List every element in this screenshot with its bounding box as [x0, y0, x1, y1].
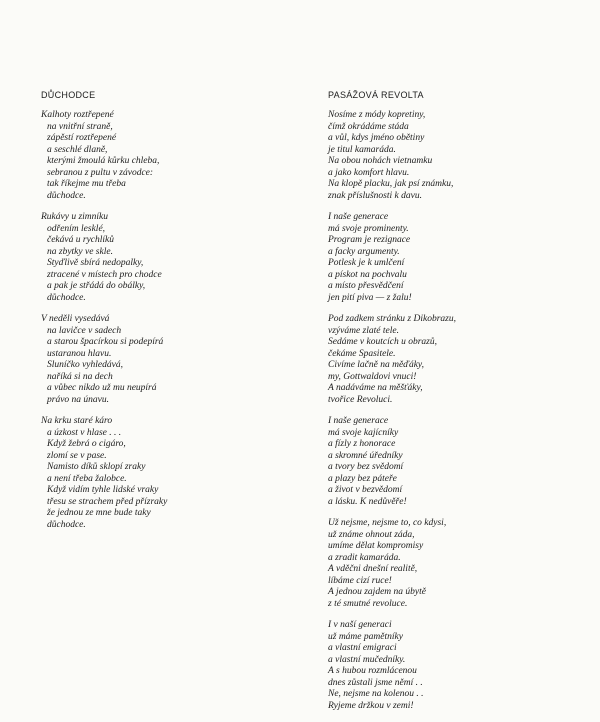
- poem-line: A s hubou rozmlácenou: [328, 666, 417, 676]
- poem-line: a jako komfort hlavu.: [328, 167, 410, 178]
- poem-line: Rukávy u zimníku: [41, 212, 109, 222]
- poem-line: tak říkejme mu třeba: [47, 179, 126, 189]
- poem-line: a fízly z honorace: [328, 439, 396, 449]
- poem-line: Potlesk je k umlčení: [328, 258, 405, 268]
- poem-line: a facky argumenty.: [328, 246, 400, 257]
- poem-line: důchodce.: [47, 190, 86, 201]
- poem-line: I v naší generaci: [328, 620, 392, 630]
- poem-line: Už nejsme, nejsme to, co kdysi,: [328, 518, 447, 528]
- poem-line: na zbytky ve skle.: [47, 246, 113, 257]
- poem-line: a úzkost v hlase . . .: [47, 427, 122, 438]
- poem-line: Sluníčko vyhledává,: [47, 360, 123, 370]
- poem-line: a pískot na pochvalu: [328, 269, 407, 280]
- poem-line: a seschlé dlaně,: [47, 144, 108, 155]
- poem-line: třesu se strachem před přízraky: [47, 496, 168, 507]
- poem-line: a zradit kamaráda.: [328, 552, 401, 563]
- poem-line: má svoje kajícníky: [328, 427, 399, 438]
- stanza: [41, 416, 291, 531]
- poem-line: ustaranou hlavu.: [47, 348, 112, 359]
- poem-line: Program je rezignace: [328, 235, 411, 245]
- poem-line: a život v bezvědomí: [328, 485, 403, 495]
- poem-line: Ryjeme držkou v zemi!: [328, 700, 414, 711]
- poem-line: a místo přesvědčení: [328, 281, 404, 291]
- poem-line: kterými žmoulá kůrku chleba,: [47, 156, 160, 166]
- poem-line: už známe ohnout záda,: [328, 529, 415, 540]
- stanza: [328, 314, 590, 406]
- stanza: [328, 110, 590, 202]
- poem-pasazova-revolta: [328, 90, 590, 722]
- poem-line: že jednou ze mne bude taky: [47, 508, 151, 518]
- poem-line: Na klopě placku, jak psí známku,: [328, 179, 454, 189]
- stanza: [328, 416, 590, 508]
- poem-title: DŮCHODCE: [41, 90, 96, 100]
- poem-line: a plazy bez páteře: [328, 473, 397, 484]
- poem-line: vzýváme zlaté tele.: [328, 325, 399, 336]
- poem-line: I naše generace: [328, 212, 389, 222]
- poem-line: odřením lesklé,: [47, 223, 106, 234]
- stanza: [41, 212, 291, 304]
- poem-line: zápěstí roztřepené: [47, 133, 117, 143]
- poem-line: Styďlivě sbírá nedopalky,: [47, 258, 144, 268]
- poem-line: Sedáme v koutcích u obrazů,: [328, 337, 437, 347]
- stanza: [328, 620, 590, 712]
- poem-line: Pod zadkem stránku z Dikobrazu,: [328, 314, 456, 324]
- poem-line: z té smutné revoluce.: [328, 598, 408, 609]
- poem-line: a vlastní mučedníky.: [328, 654, 406, 665]
- poem-line: a vůl, kdys jméno obětiny: [328, 133, 425, 143]
- poem-line: důchodce.: [47, 519, 86, 530]
- poem-line: ztracené v místech pro chodce: [47, 269, 162, 280]
- poem-line: a skromné úředníky: [328, 450, 403, 461]
- poem-line: my, Gottwaldovi vnuci!: [328, 371, 417, 382]
- poem-line: Kalhoty roztřepené: [41, 110, 114, 120]
- poem-line: dnes zůstali jsme němí . .: [328, 677, 423, 688]
- poem-line: A vděčni dnešní realitě,: [328, 564, 418, 574]
- poem-line: A jednou zajdem na úbytě: [328, 587, 426, 597]
- poem-line: a není třeba žalobce.: [47, 473, 127, 484]
- poem-line: a vlastní emigraci: [328, 643, 397, 653]
- poem-line: tvořice Revoluci.: [328, 394, 393, 405]
- poem-line: zlomí se v pase.: [47, 450, 107, 461]
- poem-line: čekává u rychlíků: [47, 235, 114, 245]
- poem-line: Nosíme z módy kopretiny,: [328, 110, 426, 120]
- poem-line: Namisto díků sklopí zraky: [47, 462, 146, 472]
- poem-line: a starou špacírkou si podepírá: [47, 337, 164, 347]
- poem-line: Když vidím tyhle lidské vraky: [47, 485, 159, 495]
- poem-line: sebranou z pultu v závodce:: [47, 167, 154, 178]
- stanza: [328, 518, 590, 610]
- poem-line: A nadáváme na měšťáky,: [328, 383, 423, 393]
- poem-line: už máme pamětníky: [328, 631, 403, 642]
- poem-line: na lavičce v sadech: [47, 325, 122, 336]
- poem-line: a tvory bez svědomí: [328, 462, 404, 472]
- poem-line: na vnitřní straně,: [47, 121, 113, 132]
- stanza: [41, 110, 291, 202]
- poem-line: jen pití piva — z žalu!: [328, 292, 412, 303]
- poem-line: a vůbec nikdo už mu neupírá: [47, 383, 157, 393]
- poem-line: právo na únavu.: [47, 394, 110, 405]
- poem-line: je titul kamaráda.: [328, 144, 396, 155]
- poem-line: Civíme lačně na měďáky,: [328, 360, 424, 370]
- poem-line: naříká si na dech: [47, 371, 113, 382]
- poem-line: I naše generace: [328, 416, 389, 426]
- poem-duchodce: [41, 90, 291, 541]
- poem-line: důchodce.: [47, 292, 86, 303]
- poem-line: znak příslušnosti k davu.: [328, 190, 422, 201]
- poem-line: umíme dělat kompromisy: [328, 541, 424, 551]
- poem-line: a pak je střádá do obálky,: [47, 281, 146, 291]
- poem-line: Když žebrá o cigáro,: [47, 439, 126, 449]
- stanza: [41, 314, 291, 406]
- poem-title: PASÁŽOVÁ REVOLTA: [328, 90, 424, 100]
- poem-line: Na krku staré káro: [41, 416, 113, 426]
- poem-line: má svoje prominenty.: [328, 223, 409, 234]
- stanza: [328, 212, 590, 304]
- poem-line: V neděli vysedává: [41, 314, 110, 324]
- poem-line: a lásku. K nedůvěře!: [328, 496, 407, 507]
- poem-line: Na obou nohách vietnamku: [328, 156, 433, 166]
- poem-line: Ne, nejsme na kolenou . .: [328, 689, 424, 699]
- poem-line: čímž okrádáme stáda: [328, 121, 409, 132]
- poem-line: čekáme Spasitele.: [328, 348, 396, 359]
- poem-line: líbáme cizí ruce!: [328, 575, 392, 586]
